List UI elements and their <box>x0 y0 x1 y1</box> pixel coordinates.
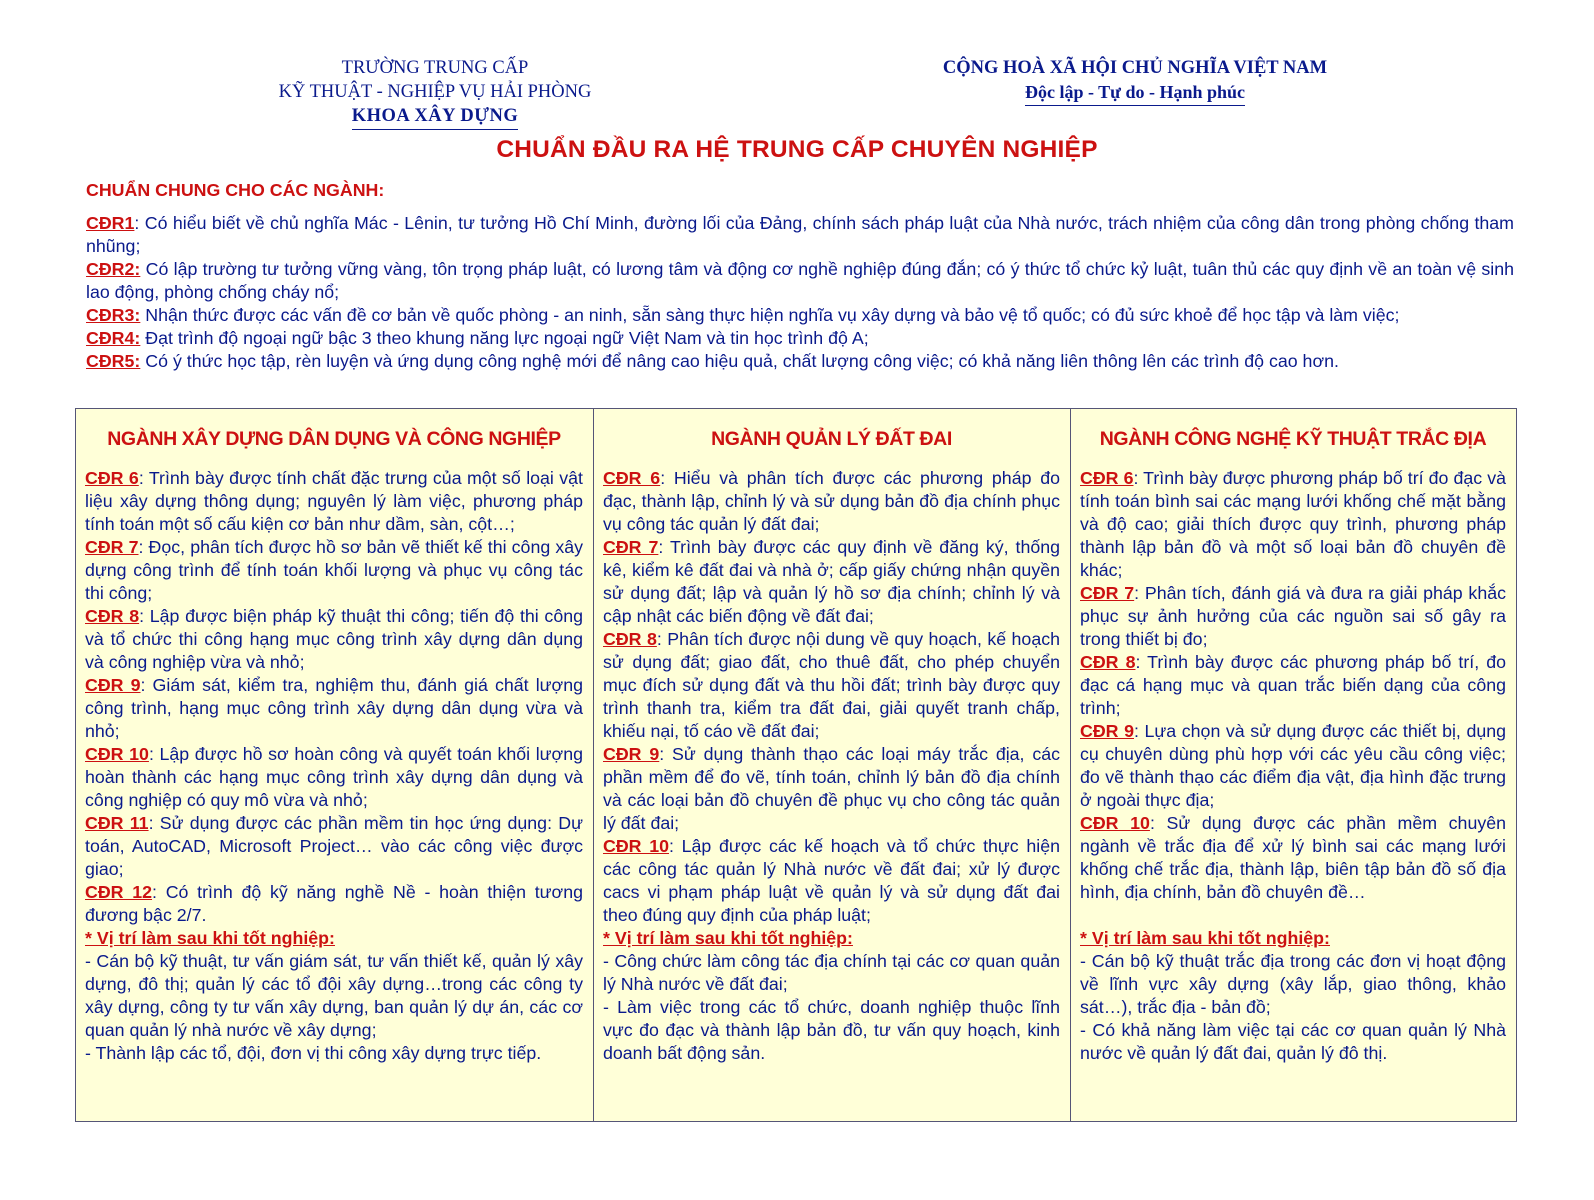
outcome-text: : Sử dụng được các phần mềm tin học ứng dụng: Dự toán, AutoCAD, Microsoft Project… vào các công việc được giao; <box>85 813 583 879</box>
outcome-text: : Đọc, phân tích được hồ sơ bản vẽ thiết kế thi công xây dựng công trình để tính toán khối lượng và phục vụ công tác thi công; <box>85 537 583 603</box>
outcome-text: : Lập được hồ sơ hoàn công và quyết toán khối lượng hoàn thành các hạng mục công trình xây dựng dân dụng và công nghiệp có quy mô vừa và nhỏ; <box>85 744 583 810</box>
outcome-text: : Phân tích, đánh giá và đưa ra giải pháp khắc phục sự ảnh hưởng của các nguồn sai số gây ra trong thiết bị đo; <box>1080 583 1506 649</box>
jobs-heading <box>85 927 583 950</box>
outcome-code: CĐR4: <box>86 328 141 348</box>
outcome-code: CĐR 9 <box>85 675 141 695</box>
major-item <box>603 743 1060 835</box>
outcome-code: CĐR 9 <box>603 744 660 764</box>
major-title: NGÀNH XÂY DỰNG DÂN DỤNG VÀ CÔNG NGHIỆP <box>107 428 561 450</box>
outcome-text: : Trình bày được các phương pháp bố trí, đo đạc cá hạng mục và quan trắc biến dạng của công trình; <box>1080 652 1506 718</box>
outcome-code: CĐR1 <box>86 213 135 233</box>
outcome-code: CĐR 8 <box>85 606 140 626</box>
outcome-text: : Trình bày được tính chất đặc trưng của một số loại vật liệu xây dựng thông dụng; nguyên lý làm việc, phương pháp tính toán một số cấu kiện cơ bản như dầm, sàn, cột…; <box>85 468 583 534</box>
general-item <box>86 304 1514 327</box>
major-item <box>1080 467 1506 582</box>
outcome-code: CĐR 8 <box>603 629 657 649</box>
outcome-text: Có hiểu biết về chủ nghĩa Mác - Lênin, tư tưởng Hồ Chí Minh, đường lối của Đảng, chính sách pháp luật của Nhà nước, trách nhiệm của công dân trong phòng chống tham nhũng; <box>86 213 1514 256</box>
major-column-land-management <box>593 409 1070 1121</box>
outcome-code: CĐR 12 <box>85 882 153 902</box>
general-item <box>86 350 1514 373</box>
major-title: NGÀNH CÔNG NGHỆ KỸ THUẬT TRẮC ĐỊA <box>1099 428 1487 450</box>
major-item <box>85 812 583 881</box>
major-column-construction <box>76 409 593 1121</box>
major-item <box>85 674 583 743</box>
major-item <box>1080 651 1506 720</box>
job-item: - Cán bộ kỹ thuật, tư vấn giám sát, tư vấn thiết kế, quản lý xây dựng, đô thị; quản lý các tổ đội xây dựng…trong các công ty xây dựng, công ty tư vấn xây dựng, ban quản lý dự án, các cơ quan quản lý nhà nước về xây dựng; <box>85 951 583 1040</box>
country-name: CỘNG HOÀ XÃ HỘI CHỦ NGHĨA VIỆT NAM <box>942 58 1328 78</box>
outcome-code: CĐR 7 <box>1080 583 1135 603</box>
major-title: NGÀNH QUẢN LÝ ĐẤT ĐAI <box>711 428 952 450</box>
outcome-text: Đạt trình độ ngoại ngữ bậc 3 theo khung năng lực ngoại ngữ Việt Nam và tin học trình độ A; <box>140 328 869 348</box>
outcome-code: CĐR 9 <box>1080 721 1134 741</box>
majors-table <box>75 408 1517 1122</box>
outcome-text: Có lập trường tư tưởng vững vàng, tôn trọng pháp luật, có lương tâm và động cơ nghề nghiệp đúng đắn; có ý thức tổ chức kỷ luật, tuân thủ các quy định về an toàn vệ sinh lao động, phòng chống cháy nổ; <box>86 259 1514 302</box>
major-column-surveying <box>1070 409 1516 1121</box>
jobs-title: * Vị trí làm sau khi tốt nghiệp: <box>85 928 335 948</box>
school-header <box>240 56 630 130</box>
faculty-name: KHOA XÂY DỰNG <box>352 104 519 130</box>
job-item: - Thành lập các tổ, đội, đơn vị thi công xây dựng trực tiếp. <box>85 1043 542 1063</box>
outcome-separator: : <box>134 213 140 233</box>
outcome-code: CĐR 10 <box>603 836 669 856</box>
major-item <box>603 467 1060 536</box>
outcome-text: : Lựa chọn và sử dụng được các thiết bị, dụng cụ chuyên dùng phù hợp với các yêu cầu công việc; đo vẽ thành thạo các điểm địa vật, địa hình đặc trưng ở ngoài thực địa; <box>1080 721 1507 810</box>
jobs-heading <box>603 927 1060 950</box>
outcome-code: CĐR 10 <box>85 744 149 764</box>
school-name-line1: TRƯỜNG TRUNG CẤP <box>341 58 529 78</box>
major-item <box>1080 582 1506 651</box>
national-motto: Độc lập - Tự do - Hạnh phúc <box>1025 80 1245 106</box>
outcome-code: CĐR 8 <box>1080 652 1136 672</box>
outcome-code: CĐR2: <box>86 259 141 279</box>
outcome-text: : Phân tích được nội dung về quy hoạch, kế hoạch sử dụng đất; giao đất, cho thuê đất, cho phép chuyển mục đích sử dụng đất và thu hồi đất; trình bày được quy trình thanh tra, kiểm tra đất đai, giải quyết tranh chấp, khiếu nại, tố cáo về đất đai; <box>603 629 1060 741</box>
job-item: - Cán bộ kỹ thuật trắc địa trong các đơn vị hoạt động về lĩnh vực xây dựng (xây lắp, giao thông, khảo sát…), trắc địa - bản đồ; <box>1080 951 1506 1017</box>
job-item: - Có khả năng làm việc tại các cơ quan quản lý Nhà nước về quản lý đất đai, quản lý đô thị. <box>1080 1020 1506 1063</box>
major-item <box>85 536 583 605</box>
major-item <box>603 536 1060 628</box>
outcome-code: CĐR 6 <box>603 468 661 488</box>
major-item <box>85 467 583 536</box>
jobs-title: * Vị trí làm sau khi tốt nghiệp: <box>1080 928 1330 948</box>
major-item <box>85 743 583 812</box>
job-item: - Công chức làm công tác địa chính tại các cơ quan quản lý Nhà nước về đất đai; <box>603 951 1060 994</box>
document-title: CHUẨN ĐẦU RA HỆ TRUNG CẤP CHUYÊN NGHIỆP <box>496 136 1098 163</box>
outcome-text: : Giám sát, kiểm tra, nghiệm thu, đánh giá chất lượng công trình, hạng mục công trình xây dựng dân dụng vừa và nhỏ; <box>85 675 583 741</box>
major-item <box>603 835 1060 927</box>
school-name-line2: KỸ THUẬT - NGHIỆP VỤ HẢI PHÒNG <box>278 82 592 102</box>
outcome-text: : Có trình độ kỹ năng nghề Nề - hoàn thiện tương đương bậc 2/7. <box>85 882 583 925</box>
general-item <box>86 258 1514 304</box>
national-header <box>900 56 1370 106</box>
outcome-text: : Lập được biện pháp kỹ thuật thi công; tiến độ thi công và tổ chức thi công hạng mục công trình xây dựng dân dụng và công nghiệp vừa và nhỏ; <box>85 606 583 672</box>
outcome-text: : Trình bày được các quy định về đăng ký, thống kê, kiểm kê đất đai và nhà ở; cấp giấy chứng nhận quyền sử dụng đất; lập và quản lý hồ sơ địa chính; chỉnh lý và cập nhật các biến động về đất đai; <box>603 537 1061 626</box>
outcome-code: CĐR5: <box>86 351 141 371</box>
outcome-code: CĐR 7 <box>603 537 659 557</box>
outcome-text: Nhận thức được các vấn đề cơ bản về quốc phòng - an ninh, sẵn sàng thực hiện nghĩa vụ xây dựng và bảo vệ tổ quốc; có đủ sức khoẻ để học tập và làm việc; <box>140 305 1400 325</box>
outcome-code: CĐR 6 <box>85 468 139 488</box>
major-item <box>85 605 583 674</box>
general-heading: CHUẨN CHUNG CHO CÁC NGÀNH: <box>86 180 385 200</box>
outcome-text: : Trình bày được phương pháp bố trí đo đạc và tính toán bình sai các mạng lưới khống chế mặt bằng và độ cao; giải thích được quy trình, phương pháp thành lập bản đồ và một số loại bản đồ chuyên đề khác; <box>1080 468 1507 580</box>
outcome-code: CĐR 7 <box>85 537 139 557</box>
outcome-text: : Sử dụng được các phần mềm chuyên ngành về trắc địa để xử lý bình sai các mạng lưới khống chế trắc địa, thành lập, biên tập bản đồ số địa hình, địa chính, bản đồ chuyên đề… <box>1080 813 1506 902</box>
outcome-code: CĐR 11 <box>85 813 149 833</box>
major-item <box>603 628 1060 743</box>
outcome-text: Có ý thức học tập, rèn luyện và ứng dụng công nghệ mới để nâng cao hiệu quả, chất lượng công việc; có khả năng liên thông lên các trình độ cao hơn. <box>140 351 1339 371</box>
major-item <box>1080 812 1506 904</box>
general-item <box>86 212 1514 258</box>
outcome-text: : Sử dụng thành thạo các loại máy trắc địa, các phần mềm để đo vẽ, tính toán, chỉnh lý bản đồ địa chính và các loại bản đồ chuyên đề phục vụ cho công tác quản lý đất đai; <box>603 744 1061 833</box>
spacer <box>1080 904 1506 927</box>
general-standards <box>86 179 1514 373</box>
outcome-code: CĐR 10 <box>1080 813 1150 833</box>
outcome-text: : Hiểu và phân tích được các phương pháp đo đạc, thành lập, chỉnh lý và sử dụng bản đồ địa chính phục vụ công tác quản lý đất đai; <box>603 468 1061 534</box>
outcome-code: CĐR3: <box>86 305 141 325</box>
jobs-heading <box>1080 927 1506 950</box>
major-item <box>85 881 583 927</box>
outcome-text: : Lập được các kế hoạch và tổ chức thực hiện các công tác quản lý Nhà nước về đất đai; xử lý được cacs vi phạm pháp luật về quản lý và sử dụng đất đai theo đúng quy định của pháp luật; <box>603 836 1060 925</box>
major-item <box>1080 720 1506 812</box>
general-item <box>86 327 1514 350</box>
job-item: - Làm việc trong các tổ chức, doanh nghiệp thuộc lĩnh vực đo đạc và thành lập bản đồ, tư vấn quy hoạch, kinh doanh bất động sản. <box>603 997 1060 1063</box>
outcome-code: CĐR 6 <box>1080 468 1134 488</box>
jobs-title: * Vị trí làm sau khi tốt nghiệp: <box>603 928 853 948</box>
